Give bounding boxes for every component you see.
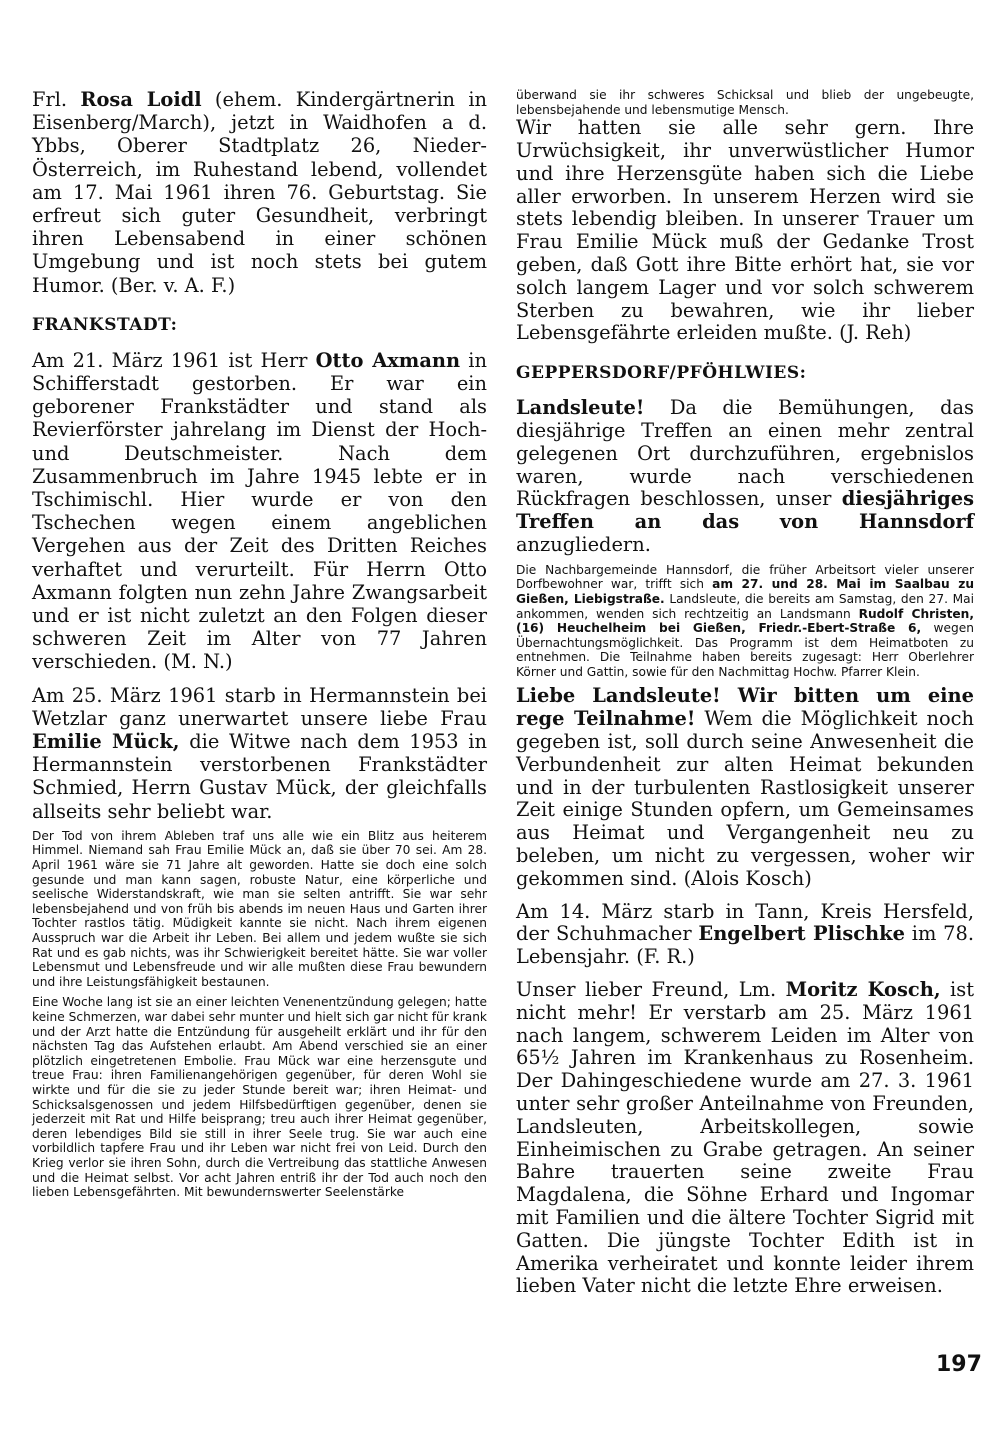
emphasis: Liebe Landsleute! Wir bitten um eine rege Teilnahme!	[516, 684, 974, 731]
text: Wem die Möglichkeit noch gegeben ist, soll durch seine Anwesenheit die Verbundenheit zur alten Heimat bekunden und in der turbulenten Rastlosigkeit unserer Zeit einige Stunden opfern, um Gemeinsames aus Heimat und Vergangenheit neu zu beleben, um nicht zu vergessen, woher wir gekommen sind. (Alois Kosch)	[516, 707, 974, 890]
text: (ehem. Kindergärtnerin in Eisenberg/March), jetzt in Waidhofen a d. Ybbs, Oberer Stadtplatz 26, Nieder-Österreich, im Ruhestand lebend, vollendet am 17. Mai 1961 ihren 76. Geburtstag. Sie erfreut sich guter Gesundheit, verbringt ihren Lebensabend in einer schönen Umgebung und ist noch stets bei gutem Humor. (Ber. v. A. F.)	[32, 88, 488, 297]
person-name: Moritz Kosch,	[785, 978, 941, 1002]
text: wegen Übernachtungsmöglichkeit. Das Programm ist dem Heimatboten zu entnehmen. Die Teilnahme haben bereits zugesagt: Herr Oberlehrer Körner und Gattin, sowie für den Nachmittag Hochw. Pfarrer Klein.	[516, 621, 974, 679]
article-rosa-loidl	[32, 88, 487, 297]
text: Am 21. März 1961 ist Herr	[32, 348, 316, 372]
appeal-paragraph	[516, 685, 974, 890]
text: Am 14. März starb in Tann, Kreis Hersfeld, der Schuhmacher	[516, 899, 974, 946]
text: Da die Bemühungen, das diesjährige Treffen an einen mehr zentral gelegenen Ort durchzuführen, ergebnislos waren, wurde nach verschiedenen Rückfragen beschlossen, unser	[516, 396, 974, 511]
obituary-text-1: Der Tod von ihrem Ableben traf uns alle wie ein Blitz aus heiterem Himmel. Niemand sah Frau Emilie Mück an, daß sie über 70 sei. Am 28. April 1961 wäre sie 71 Jahre alt geworden. Hatte sie doch eine solch gesunde und man kann sagen, robuste Natur, eine körperliche und seelische Widerstandskraft, wie man sie selten antrifft. Sie war sehr lebensbejahend und von früh bis abends im neuen Haus und Garten ihrer Tochter rastlos tätig. Müdigkeit kannte sie nicht. Nach ihrem eigenen Ausspruch war die Arbeit ihr Leben. Bei allem und jedem wußte sie sich Rat und es gab nichts, was ihr Schwierigkeit bereitet hätte. Sie war voller Lebensmut und Lebensfreude und wir alle mußten diese Frau bewundern und ihre Leistungsfähigkeit bestaunen.	[32, 828, 487, 989]
article-otto-axmann	[32, 349, 487, 674]
text: Die Nachbargemeinde Hannsdorf, die früher Arbeitsort vieler unserer Dorfbewohner war, trifft sich	[516, 562, 974, 592]
emphasis: diesjähriges Treffen an das von Hannsdorf	[516, 487, 974, 534]
contact-address: Rudolf Christen, (16) Heuchelheim bei Gießen, Friedr.-Ebert-Straße 6,	[516, 606, 974, 636]
obituary-continuation: überwand sie ihr schweres Schicksal und blieb der ungebeugte, lebensbejahende und lebensmutige Mensch.	[516, 88, 974, 117]
text: ist nicht mehr! Er verstarb am 25. März 1961 nach langem, schwerem Leiden im Alter von 65½ Jahren im Krankenhaus zu Rosenheim. Der Dahingeschiedene wurde am 27. 3. 1961 unter sehr großer Anteilnahme von Freunden, Landsleuten, Arbeitskollegen, sowie Einheimischen zu Grabe getragen. An seiner Bahre trauerten seine zweite Frau Magdalena, die Söhne Erhard und Ingomar mit Familien und die ältere Tochter Sigrid mit Gatten. Die jüngste Tochter Edith ist in Amerika verheiratet und konnte leider ihrem lieben Vater nicht die letzte Ehre erweisen.	[516, 978, 974, 1298]
article-moritz-kosch	[516, 979, 974, 1298]
text: Frl.	[32, 88, 81, 111]
spacer	[32, 674, 487, 684]
page-number: 197	[936, 1352, 982, 1377]
left-column	[32, 88, 487, 1200]
text: Am 25. März 1961 starb in Hermannstein bei Wetzlar ganz unerwartet unsere liebe Frau	[32, 683, 487, 730]
person-name: Otto Axmann	[315, 348, 461, 372]
text: Unser lieber Freund, Lm.	[516, 978, 786, 1002]
article-engelbert-plischke	[516, 901, 974, 969]
right-column	[516, 88, 974, 1298]
person-name: Engelbert Plischke	[698, 922, 905, 946]
lead-word: Landsleute!	[516, 396, 645, 420]
obituary-text-2: Eine Woche lang ist sie an einer leichten Venenentzündung gelegen; hatte keine Schmerzen, war dabei sehr munter und hielt sich gar nicht für krank und der Arzt hatte die Entzündung für ausgeheilt erklärt und ihr für den nächsten Tag das Aufstehen erlaubt. Am Abend verschied sie an einer plötzlich eingetretenen Embolie. Frau Mück war eine herzensgute und treue Frau: ihren Familienangehörigen gegenüber, für deren Wohl sie wirkte und für die sie zu jeder Stunde bereit war; ihren Heimat- und Schicksalsgenossen und jedem Hilfsbedürftigen gegenüber, denen sie jederzeit mit Rat und Hilfe beisprang; treu auch ihrer Heimat gegenüber, deren lebendiges Bild sie still in ihrer Seele trug. Sie war auch eine vorbildlich tapfere Frau und ihr Leben war nicht frei von Leid. Durch den Krieg verlor sie ihren Sohn, durch die Vertreibung das stattliche Anwesen und die Heimat selbst. Vor acht Jahren entriß ihr der Tod auch noch den lieben Lebensgefährten. Mit bewundernswerter Seelenstärke	[32, 995, 487, 1200]
text: im 78. Lebensjahr. (F. R.)	[516, 922, 974, 969]
text: die Witwe nach dem 1953 in Hermannstein verstorbenen Frankstädter Schmied, Herrn Gustav Mück, der gleichfalls allseits sehr beliebt war.	[32, 730, 487, 823]
text: in Schifferstadt gestorben. Er war ein geborener Frankstädter und stand als Revierförster jahrelang im Dienst der Hoch- und Deutschmeister. Nach dem Zusammenbruch im Jahre 1945 lebte er in Tschimischl. Hier wurde er von den Tschechen wegen einem angeblichen Vergehen aus der Zeit des Dritten Reiches verhaftet und verurteilt. Für Herrn Otto Axmann folgten nun zehn Jahre Zwangsarbeit und er ist nicht zuletzt an den Folgen dieser schweren Zeit im Alter von 77 Jahren verschieden. (M. N.)	[32, 348, 488, 674]
meeting-details	[516, 563, 974, 680]
meeting-announcement	[516, 397, 974, 557]
meeting-date-place: am 27. und 28. Mai im Saalbau zu Gießen, Liebigstraße.	[516, 577, 975, 606]
text: Landsleute, die bereits am Samstag, den 27. Mai ankommen, wenden sich rechtzeitig an Landsmann	[516, 591, 975, 621]
person-name: Emilie Mück,	[32, 730, 180, 754]
text: anzugliedern.	[516, 532, 651, 556]
section-heading-geppersdorf: GEPPERSDORF/PFÖHLWIES:	[516, 363, 807, 384]
person-name: Rosa Loidl	[80, 88, 202, 111]
section-heading-frankstadt: FRANKSTADT:	[32, 314, 178, 335]
article-emilie-mueck	[32, 684, 487, 823]
obituary-closing: Wir hatten sie alle sehr gern. Ihre Urwüchsigkeit, ihr unverwüstlicher Humor und ihre Herzensgüte haben sich die Liebe aller erworben. In unserem Herzen wird sie stets lebendig bleiben. In unserer Trauer um Frau Emilie Mück muß der Gedanke Trost geben, daß Gott ihre Bitte erhört hat, sie vor solch langem Lager und vor solch schwerem Sterben zu bewahren, wie ihr lieber Lebensgefährte erleiden mußte. (J. Reh)	[516, 116, 974, 345]
